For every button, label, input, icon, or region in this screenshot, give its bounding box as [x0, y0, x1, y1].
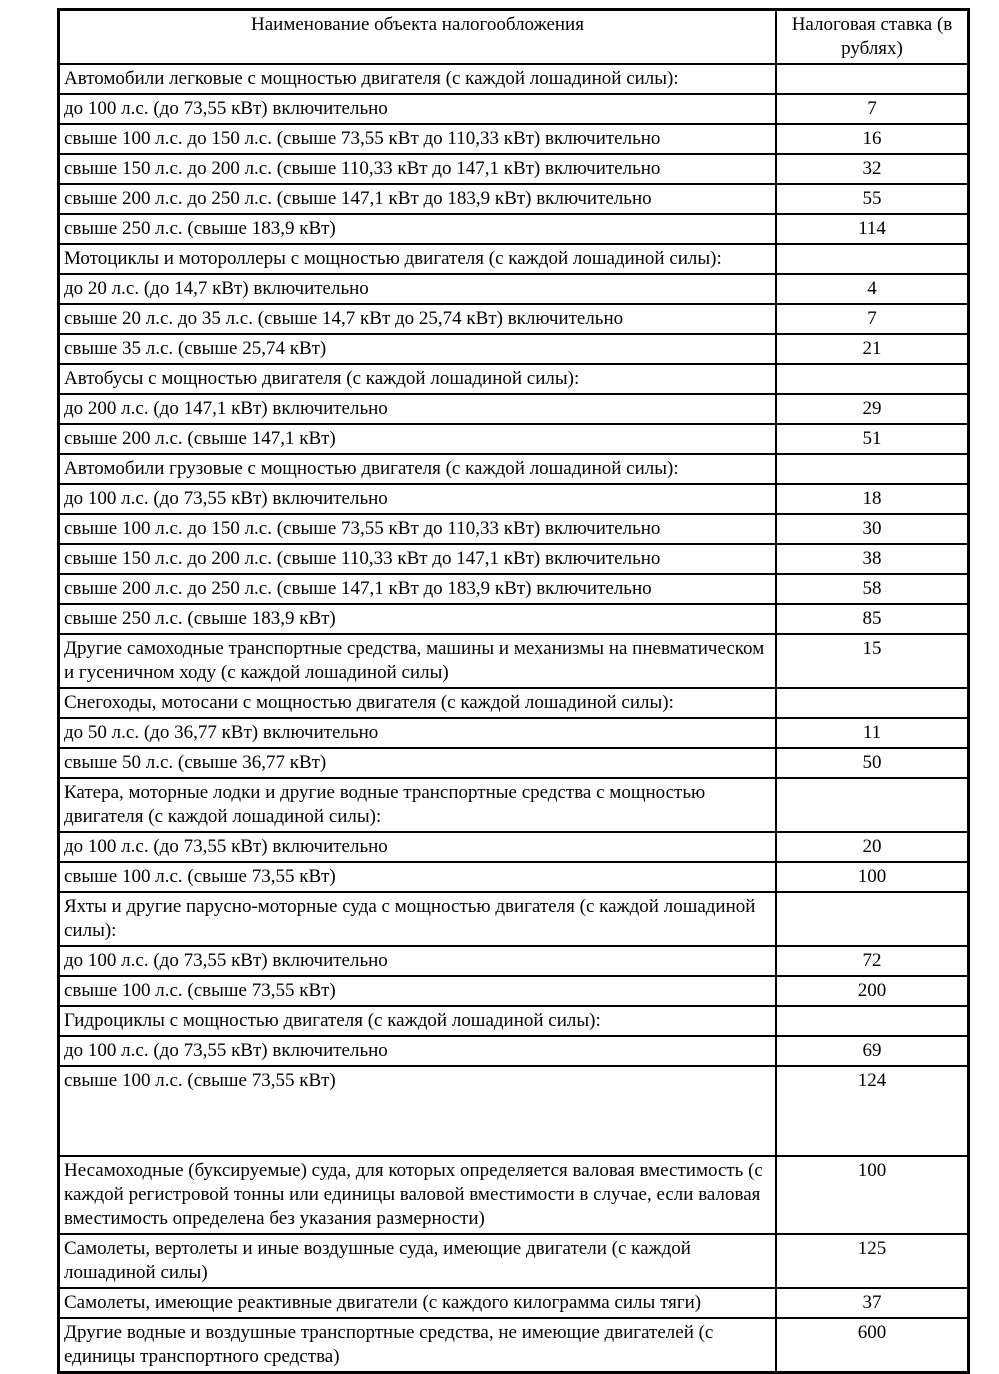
table-row [59, 64, 969, 94]
tax-rate-cell [776, 892, 969, 946]
document-page [57, 8, 953, 1374]
tax-rate-table [57, 8, 970, 1374]
tax-rate-cell: 29 [776, 394, 969, 424]
tax-rate-cell [776, 778, 969, 832]
table-row [59, 394, 969, 424]
object-name-cell: свыше 200 л.с. до 250 л.с. (свыше 147,1 кВт до 183,9 кВт) включительно [59, 574, 777, 604]
table-row [59, 604, 969, 634]
object-name-cell: до 100 л.с. (до 73,55 кВт) включительно [59, 94, 777, 124]
tax-rate-cell: 16 [776, 124, 969, 154]
table-row [59, 154, 969, 184]
object-name-cell: до 100 л.с. (до 73,55 кВт) включительно [59, 484, 777, 514]
tax-rate-cell: 100 [776, 862, 969, 892]
object-name-cell: Гидроциклы с мощностью двигателя (с каждой лошадиной силы): [59, 1006, 777, 1036]
object-name-cell: до 200 л.с. (до 147,1 кВт) включительно [59, 394, 777, 424]
object-name-cell: свыше 100 л.с. до 150 л.с. (свыше 73,55 кВт до 110,33 кВт) включительно [59, 124, 777, 154]
tax-rate-cell: 32 [776, 154, 969, 184]
table-row [59, 424, 969, 454]
table-row [59, 544, 969, 574]
object-name-cell: Другие водные и воздушные транспортные средства, не имеющие двигателей (с единицы транспортного средства) [59, 1318, 777, 1373]
table-row [59, 484, 969, 514]
tax-rate-cell: 37 [776, 1288, 969, 1318]
object-name-cell: свыше 100 л.с. (свыше 73,55 кВт) [59, 1066, 777, 1156]
table-row [59, 718, 969, 748]
tax-rate-cell: 69 [776, 1036, 969, 1066]
tax-rate-cell: 18 [776, 484, 969, 514]
table-row [59, 574, 969, 604]
tax-rate-cell: 38 [776, 544, 969, 574]
table-row [59, 688, 969, 718]
table-row [59, 946, 969, 976]
tax-rate-cell [776, 244, 969, 274]
object-name-cell: свыше 250 л.с. (свыше 183,9 кВт) [59, 214, 777, 244]
table-row [59, 304, 969, 334]
table-row [59, 514, 969, 544]
object-name-cell: Снегоходы, мотосани с мощностью двигателя (с каждой лошадиной силы): [59, 688, 777, 718]
table-row [59, 1036, 969, 1066]
header-object-name: Наименование объекта налогообложения [59, 10, 777, 65]
table-row [59, 244, 969, 274]
table-row [59, 892, 969, 946]
table-header [59, 10, 969, 65]
header-tax-rate: Налоговая ставка (в рублях) [776, 10, 969, 65]
tax-rate-cell [776, 64, 969, 94]
table-row [59, 214, 969, 244]
object-name-cell: свыше 200 л.с. до 250 л.с. (свыше 147,1 кВт до 183,9 кВт) включительно [59, 184, 777, 214]
table-row [59, 778, 969, 832]
tax-rate-cell: 21 [776, 334, 969, 364]
table-row [59, 1006, 969, 1036]
tax-rate-cell [776, 1006, 969, 1036]
tax-rate-cell: 51 [776, 424, 969, 454]
object-name-cell: Автомобили легковые с мощностью двигателя (с каждой лошадиной силы): [59, 64, 777, 94]
object-name-cell: свыше 100 л.с. до 150 л.с. (свыше 73,55 кВт до 110,33 кВт) включительно [59, 514, 777, 544]
object-name-cell: до 100 л.с. (до 73,55 кВт) включительно [59, 1036, 777, 1066]
tax-rate-cell: 114 [776, 214, 969, 244]
table-row [59, 832, 969, 862]
table-row [59, 184, 969, 214]
tax-rate-cell: 125 [776, 1234, 969, 1288]
object-name-cell: свыше 250 л.с. (свыше 183,9 кВт) [59, 604, 777, 634]
tax-rate-cell: 20 [776, 832, 969, 862]
tax-rate-cell: 85 [776, 604, 969, 634]
tax-rate-cell: 15 [776, 634, 969, 688]
table-row [59, 1288, 969, 1318]
object-name-cell: свыше 35 л.с. (свыше 25,74 кВт) [59, 334, 777, 364]
table-row [59, 862, 969, 892]
tax-rate-cell: 55 [776, 184, 969, 214]
table-row [59, 1156, 969, 1234]
tax-rate-cell: 600 [776, 1318, 969, 1373]
object-name-cell: свыше 150 л.с. до 200 л.с. (свыше 110,33 кВт до 147,1 кВт) включительно [59, 154, 777, 184]
object-name-cell: свыше 150 л.с. до 200 л.с. (свыше 110,33 кВт до 147,1 кВт) включительно [59, 544, 777, 574]
tax-rate-cell [776, 364, 969, 394]
table-row [59, 976, 969, 1006]
object-name-cell: свыше 50 л.с. (свыше 36,77 кВт) [59, 748, 777, 778]
object-name-cell: Мотоциклы и мотороллеры с мощностью двигателя (с каждой лошадиной силы): [59, 244, 777, 274]
object-name-cell: Самолеты, вертолеты и иные воздушные суда, имеющие двигатели (с каждой лошадиной силы) [59, 1234, 777, 1288]
tax-rate-cell: 124 [776, 1066, 969, 1156]
tax-rate-cell [776, 688, 969, 718]
tax-rate-cell: 7 [776, 304, 969, 334]
tax-rate-cell: 4 [776, 274, 969, 304]
object-name-cell: Другие самоходные транспортные средства, машины и механизмы на пневматическом и гусеничном ходу (с каждой лошадиной силы) [59, 634, 777, 688]
table-row [59, 334, 969, 364]
tax-rate-cell: 58 [776, 574, 969, 604]
tax-rate-cell: 50 [776, 748, 969, 778]
tax-rate-cell: 200 [776, 976, 969, 1006]
object-name-cell: Автомобили грузовые с мощностью двигателя (с каждой лошадиной силы): [59, 454, 777, 484]
object-name-cell: свыше 100 л.с. (свыше 73,55 кВт) [59, 862, 777, 892]
tax-rate-cell: 100 [776, 1156, 969, 1234]
object-name-cell: Яхты и другие парусно-моторные суда с мощностью двигателя (с каждой лошадиной силы): [59, 892, 777, 946]
tax-rate-cell: 30 [776, 514, 969, 544]
object-name-cell: до 100 л.с. (до 73,55 кВт) включительно [59, 946, 777, 976]
tax-rate-cell: 72 [776, 946, 969, 976]
table-row [59, 364, 969, 394]
table-row [59, 1318, 969, 1373]
table-row [59, 1066, 969, 1156]
tax-table-body [59, 64, 969, 1373]
object-name-cell: до 100 л.с. (до 73,55 кВт) включительно [59, 832, 777, 862]
table-row [59, 274, 969, 304]
tax-rate-cell: 11 [776, 718, 969, 748]
table-row [59, 124, 969, 154]
object-name-cell: Несамоходные (буксируемые) суда, для которых определяется валовая вместимость (с каждой регистровой тонны или единицы валовой вместимости в случае, если валовая вместимость определена без указания размерности) [59, 1156, 777, 1234]
table-row [59, 634, 969, 688]
object-name-cell: Автобусы с мощностью двигателя (с каждой лошадиной силы): [59, 364, 777, 394]
object-name-cell: свыше 200 л.с. (свыше 147,1 кВт) [59, 424, 777, 454]
table-row [59, 454, 969, 484]
table-row [59, 94, 969, 124]
object-name-cell: до 50 л.с. (до 36,77 кВт) включительно [59, 718, 777, 748]
object-name-cell: до 20 л.с. (до 14,7 кВт) включительно [59, 274, 777, 304]
table-row [59, 748, 969, 778]
tax-rate-cell: 7 [776, 94, 969, 124]
object-name-cell: Самолеты, имеющие реактивные двигатели (с каждого килограмма силы тяги) [59, 1288, 777, 1318]
object-name-cell: свыше 20 л.с. до 35 л.с. (свыше 14,7 кВт до 25,74 кВт) включительно [59, 304, 777, 334]
object-name-cell: Катера, моторные лодки и другие водные транспортные средства с мощностью двигателя (с каждой лошадиной силы): [59, 778, 777, 832]
header-row [59, 10, 969, 65]
tax-rate-cell [776, 454, 969, 484]
object-name-cell: свыше 100 л.с. (свыше 73,55 кВт) [59, 976, 777, 1006]
